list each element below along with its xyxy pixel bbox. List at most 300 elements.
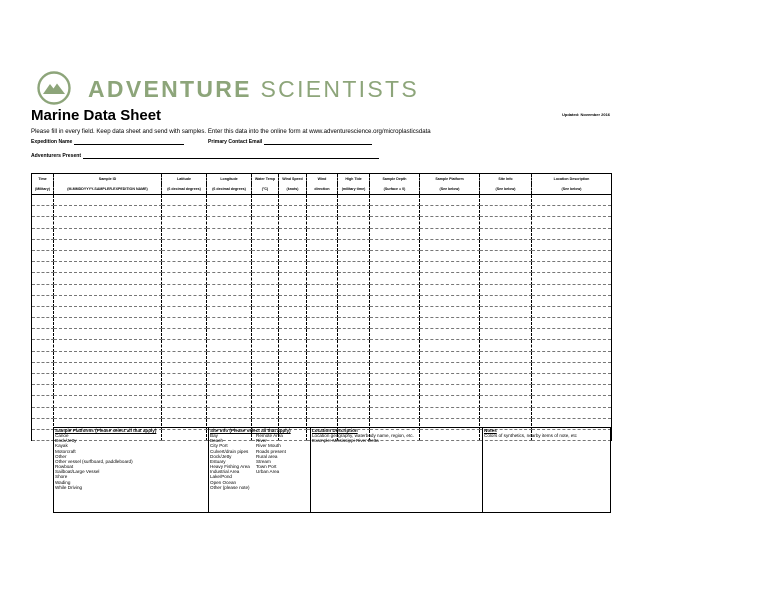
entry-cell[interactable] bbox=[480, 385, 532, 396]
entry-cell[interactable] bbox=[162, 250, 207, 261]
entry-cell[interactable] bbox=[162, 396, 207, 407]
entry-cell[interactable] bbox=[532, 385, 612, 396]
entry-cell[interactable] bbox=[420, 396, 480, 407]
col-subheader: (6 decimal degrees) bbox=[162, 184, 207, 195]
entry-cell[interactable] bbox=[252, 374, 279, 385]
list-item: Colors of synthetics, nearby items of note, etc bbox=[484, 433, 577, 439]
entry-cell[interactable] bbox=[480, 329, 532, 340]
entry-cell[interactable] bbox=[307, 239, 338, 250]
entry-cell[interactable] bbox=[207, 340, 252, 351]
entry-cell[interactable] bbox=[480, 318, 532, 329]
entry-cell[interactable] bbox=[207, 396, 252, 407]
entry-cell[interactable] bbox=[532, 295, 612, 306]
entry-cell[interactable] bbox=[162, 239, 207, 250]
entry-cell[interactable] bbox=[480, 374, 532, 385]
entry-cell[interactable] bbox=[252, 262, 279, 273]
col-header: Site Info bbox=[480, 174, 532, 185]
entry-cell[interactable] bbox=[338, 295, 370, 306]
entry-cell[interactable] bbox=[207, 239, 252, 250]
list-item: Wading bbox=[55, 479, 71, 485]
entry-cell[interactable] bbox=[532, 318, 612, 329]
entry-cell[interactable] bbox=[532, 340, 612, 351]
entry-cell[interactable] bbox=[252, 396, 279, 407]
entry-cell[interactable] bbox=[307, 407, 338, 418]
entry-cell[interactable] bbox=[420, 374, 480, 385]
entry-cell[interactable] bbox=[420, 407, 480, 418]
entry-cell[interactable] bbox=[370, 295, 420, 306]
entry-cell[interactable] bbox=[532, 396, 612, 407]
entry-cell[interactable] bbox=[420, 239, 480, 250]
entry-cell[interactable] bbox=[162, 340, 207, 351]
entry-cell[interactable] bbox=[307, 318, 338, 329]
entry-cell[interactable] bbox=[252, 239, 279, 250]
entry-cell[interactable] bbox=[32, 362, 54, 373]
entry-cell[interactable] bbox=[279, 340, 307, 351]
col-header: Latitude bbox=[162, 174, 207, 185]
list-item: Heavy Fishing Area bbox=[210, 464, 250, 470]
entry-cell[interactable] bbox=[279, 195, 307, 206]
entry-cell[interactable] bbox=[162, 273, 207, 284]
entry-cell[interactable] bbox=[279, 284, 307, 295]
entry-cell[interactable] bbox=[54, 340, 162, 351]
entry-cell[interactable] bbox=[307, 295, 338, 306]
brand-name-bold: ADVENTURE bbox=[88, 76, 252, 102]
col-header: Sample Depth bbox=[370, 174, 420, 185]
entry-cell[interactable] bbox=[207, 262, 252, 273]
table-row bbox=[32, 351, 612, 362]
entry-cell[interactable] bbox=[207, 206, 252, 217]
entry-cell[interactable] bbox=[420, 340, 480, 351]
entry-cell[interactable] bbox=[252, 195, 279, 206]
entry-cell[interactable] bbox=[32, 374, 54, 385]
entry-cell[interactable] bbox=[338, 206, 370, 217]
entry-cell[interactable] bbox=[307, 329, 338, 340]
entry-cell[interactable] bbox=[207, 407, 252, 418]
entry-cell[interactable] bbox=[162, 318, 207, 329]
entry-cell[interactable] bbox=[54, 295, 162, 306]
entry-cell[interactable] bbox=[279, 273, 307, 284]
entry-cell[interactable] bbox=[480, 228, 532, 239]
entry-cell[interactable] bbox=[279, 374, 307, 385]
entry-cell[interactable] bbox=[279, 351, 307, 362]
entry-cell[interactable] bbox=[252, 250, 279, 261]
entry-cell[interactable] bbox=[32, 295, 54, 306]
entry-cell[interactable] bbox=[54, 329, 162, 340]
entry-cell[interactable] bbox=[420, 250, 480, 261]
entry-cell[interactable] bbox=[54, 374, 162, 385]
entry-cell[interactable] bbox=[32, 206, 54, 217]
list-item: Culvert/drain pipes bbox=[210, 448, 249, 454]
entry-cell[interactable] bbox=[370, 306, 420, 317]
entry-cell[interactable] bbox=[279, 396, 307, 407]
entry-cell[interactable] bbox=[54, 362, 162, 373]
entry-cell[interactable] bbox=[370, 217, 420, 228]
expedition-name-line[interactable] bbox=[74, 139, 184, 145]
col-header: Water Temp bbox=[252, 174, 279, 185]
entry-cell[interactable] bbox=[370, 396, 420, 407]
entry-cell[interactable] bbox=[279, 239, 307, 250]
entry-cell[interactable] bbox=[480, 273, 532, 284]
entry-cell[interactable] bbox=[532, 284, 612, 295]
entry-cell[interactable] bbox=[307, 195, 338, 206]
entry-cell[interactable] bbox=[207, 385, 252, 396]
entry-cell[interactable] bbox=[54, 217, 162, 228]
expedition-name-label: Expedition Name bbox=[31, 139, 73, 145]
entry-cell[interactable] bbox=[420, 206, 480, 217]
entry-cell[interactable] bbox=[279, 329, 307, 340]
entry-cell[interactable] bbox=[532, 407, 612, 418]
list-item: Town Port bbox=[256, 464, 277, 470]
table-row bbox=[32, 306, 612, 317]
entry-cell[interactable] bbox=[32, 429, 54, 440]
entry-cell[interactable] bbox=[207, 284, 252, 295]
entry-cell[interactable] bbox=[252, 217, 279, 228]
entry-cell[interactable] bbox=[54, 407, 162, 418]
entry-cell[interactable] bbox=[207, 228, 252, 239]
entry-cell[interactable] bbox=[207, 273, 252, 284]
entry-cell[interactable] bbox=[420, 329, 480, 340]
entry-cell[interactable] bbox=[54, 262, 162, 273]
entry-cell[interactable] bbox=[54, 351, 162, 362]
entry-cell[interactable] bbox=[252, 351, 279, 362]
entry-cell[interactable] bbox=[54, 228, 162, 239]
table-row bbox=[32, 362, 612, 373]
entry-cell[interactable] bbox=[338, 385, 370, 396]
entry-cell[interactable] bbox=[480, 206, 532, 217]
entry-cell[interactable] bbox=[370, 250, 420, 261]
entry-cell[interactable] bbox=[54, 250, 162, 261]
entry-cell[interactable] bbox=[32, 228, 54, 239]
entry-cell[interactable] bbox=[532, 195, 612, 206]
primary-contact-line[interactable] bbox=[264, 139, 372, 145]
entry-cell[interactable] bbox=[370, 239, 420, 250]
updated-date: Updated: November 2016 bbox=[562, 112, 611, 117]
entry-cell[interactable] bbox=[279, 318, 307, 329]
entry-cell[interactable] bbox=[420, 228, 480, 239]
entry-cell[interactable] bbox=[307, 284, 338, 295]
entry-cell[interactable] bbox=[54, 273, 162, 284]
entry-cell[interactable] bbox=[207, 306, 252, 317]
entry-cell[interactable] bbox=[420, 295, 480, 306]
entry-cell[interactable] bbox=[480, 396, 532, 407]
entry-cell[interactable] bbox=[480, 340, 532, 351]
location-description-section bbox=[310, 428, 482, 512]
entry-cell[interactable] bbox=[532, 273, 612, 284]
entry-cell[interactable] bbox=[32, 318, 54, 329]
entry-cell[interactable] bbox=[252, 385, 279, 396]
entry-cell[interactable] bbox=[338, 329, 370, 340]
entry-cell[interactable] bbox=[420, 318, 480, 329]
list-item: Urban Area bbox=[256, 469, 280, 475]
entry-cell[interactable] bbox=[307, 273, 338, 284]
sample-platforms-list bbox=[55, 433, 208, 490]
entry-cell[interactable] bbox=[32, 407, 54, 418]
entry-cell[interactable] bbox=[279, 407, 307, 418]
col-subheader: direction bbox=[307, 184, 338, 195]
list-item: Other vessel (surfboard, paddleboard) bbox=[55, 458, 133, 464]
table-row bbox=[32, 206, 612, 217]
entry-cell[interactable] bbox=[207, 374, 252, 385]
header-row-units bbox=[32, 184, 612, 195]
entry-cell[interactable] bbox=[370, 374, 420, 385]
col-header: Wind Speed bbox=[279, 174, 307, 185]
entry-cell[interactable] bbox=[162, 217, 207, 228]
entry-cell[interactable] bbox=[32, 385, 54, 396]
entry-cell[interactable] bbox=[54, 385, 162, 396]
entry-cell[interactable] bbox=[32, 239, 54, 250]
entry-cell[interactable] bbox=[279, 228, 307, 239]
entry-cell[interactable] bbox=[532, 228, 612, 239]
adventurers-present-line[interactable] bbox=[83, 153, 379, 159]
entry-cell[interactable] bbox=[532, 374, 612, 385]
entry-cell[interactable] bbox=[32, 396, 54, 407]
entry-cell[interactable] bbox=[338, 228, 370, 239]
entry-cell[interactable] bbox=[480, 306, 532, 317]
entry-cell[interactable] bbox=[162, 295, 207, 306]
entry-cell[interactable] bbox=[480, 295, 532, 306]
entry-cell[interactable] bbox=[480, 284, 532, 295]
entry-cell[interactable] bbox=[279, 385, 307, 396]
table-row bbox=[32, 374, 612, 385]
list-item: Estuary bbox=[210, 458, 226, 464]
entry-cell[interactable] bbox=[338, 284, 370, 295]
entry-cell[interactable] bbox=[370, 195, 420, 206]
entry-cell[interactable] bbox=[207, 329, 252, 340]
entry-cell[interactable] bbox=[162, 362, 207, 373]
entry-cell[interactable] bbox=[54, 396, 162, 407]
entry-cell[interactable] bbox=[207, 362, 252, 373]
entry-cell[interactable] bbox=[207, 250, 252, 261]
entry-cell[interactable] bbox=[480, 250, 532, 261]
entry-cell[interactable] bbox=[370, 329, 420, 340]
entry-cell[interactable] bbox=[532, 351, 612, 362]
entry-cell[interactable] bbox=[207, 295, 252, 306]
list-item: While Driving bbox=[55, 484, 83, 490]
expedition-name-field[interactable] bbox=[31, 139, 184, 145]
entry-cell[interactable] bbox=[338, 250, 370, 261]
entry-cell[interactable] bbox=[420, 306, 480, 317]
entry-cell[interactable] bbox=[370, 206, 420, 217]
col-header: Wind bbox=[307, 174, 338, 185]
entry-cell[interactable] bbox=[532, 250, 612, 261]
entry-cell[interactable] bbox=[252, 273, 279, 284]
entry-cell[interactable] bbox=[54, 195, 162, 206]
entry-cell[interactable] bbox=[279, 217, 307, 228]
entry-cell[interactable] bbox=[252, 228, 279, 239]
entry-cell[interactable] bbox=[480, 262, 532, 273]
entry-cell[interactable] bbox=[252, 362, 279, 373]
entry-cell[interactable] bbox=[420, 351, 480, 362]
entry-cell[interactable] bbox=[279, 250, 307, 261]
entry-cell[interactable] bbox=[307, 385, 338, 396]
entry-cell[interactable] bbox=[370, 385, 420, 396]
entry-cell[interactable] bbox=[252, 318, 279, 329]
table-row bbox=[32, 228, 612, 239]
notes-header: Notes bbox=[484, 428, 497, 433]
entry-cell[interactable] bbox=[32, 418, 54, 429]
entry-cell[interactable] bbox=[532, 206, 612, 217]
entry-cell[interactable] bbox=[338, 351, 370, 362]
entry-cell[interactable] bbox=[279, 306, 307, 317]
table-row bbox=[32, 340, 612, 351]
entry-cell[interactable] bbox=[207, 351, 252, 362]
table-row bbox=[32, 195, 612, 206]
entry-cell[interactable] bbox=[420, 284, 480, 295]
entry-cell[interactable] bbox=[307, 374, 338, 385]
entry-cell[interactable] bbox=[32, 306, 54, 317]
entry-cell[interactable] bbox=[54, 318, 162, 329]
entry-cell[interactable] bbox=[279, 295, 307, 306]
col-subheader: (Military) bbox=[32, 184, 54, 195]
entry-cell[interactable] bbox=[532, 262, 612, 273]
entry-cell[interactable] bbox=[279, 362, 307, 373]
entry-cell[interactable] bbox=[420, 273, 480, 284]
entry-cell[interactable] bbox=[162, 385, 207, 396]
entry-cell[interactable] bbox=[370, 340, 420, 351]
entry-cell[interactable] bbox=[252, 407, 279, 418]
entry-cell[interactable] bbox=[32, 262, 54, 273]
entry-cell[interactable] bbox=[162, 228, 207, 239]
entry-cell[interactable] bbox=[338, 262, 370, 273]
entry-cell[interactable] bbox=[252, 284, 279, 295]
col-subheader: (See below) bbox=[420, 184, 480, 195]
entry-cell[interactable] bbox=[338, 195, 370, 206]
entry-cell[interactable] bbox=[532, 239, 612, 250]
entry-cell[interactable] bbox=[370, 362, 420, 373]
entry-cell[interactable] bbox=[252, 340, 279, 351]
entry-cell[interactable] bbox=[338, 273, 370, 284]
list-item: Rural area bbox=[256, 453, 278, 459]
entry-cell[interactable] bbox=[162, 407, 207, 418]
primary-contact-field[interactable] bbox=[208, 139, 372, 145]
table-row bbox=[32, 250, 612, 261]
entry-cell[interactable] bbox=[162, 374, 207, 385]
entry-cell[interactable] bbox=[370, 273, 420, 284]
col-subheader: (See below) bbox=[480, 184, 532, 195]
entry-cell[interactable] bbox=[480, 239, 532, 250]
entry-cell[interactable] bbox=[32, 351, 54, 362]
entry-cell[interactable] bbox=[307, 351, 338, 362]
entry-cell[interactable] bbox=[420, 262, 480, 273]
entry-cell[interactable] bbox=[480, 362, 532, 373]
entry-cell[interactable] bbox=[532, 217, 612, 228]
entry-cell[interactable] bbox=[338, 396, 370, 407]
entry-cell[interactable] bbox=[279, 262, 307, 273]
entry-cell[interactable] bbox=[338, 318, 370, 329]
entry-cell[interactable] bbox=[32, 273, 54, 284]
entry-cell[interactable] bbox=[252, 306, 279, 317]
entry-cell[interactable] bbox=[32, 340, 54, 351]
entry-cell[interactable] bbox=[307, 306, 338, 317]
entry-cell[interactable] bbox=[338, 340, 370, 351]
entry-cell[interactable] bbox=[338, 239, 370, 250]
entry-cell[interactable] bbox=[279, 206, 307, 217]
list-item: Shore bbox=[55, 474, 68, 480]
entry-cell[interactable] bbox=[162, 206, 207, 217]
entry-cell[interactable] bbox=[338, 362, 370, 373]
entry-cell[interactable] bbox=[162, 306, 207, 317]
table-row bbox=[32, 262, 612, 273]
entry-cell[interactable] bbox=[420, 385, 480, 396]
entry-cell[interactable] bbox=[307, 217, 338, 228]
entry-cell[interactable] bbox=[162, 284, 207, 295]
sample-platforms-header: Sample Platforms (Please select all that apply) bbox=[55, 428, 157, 433]
col-subheader: (See below) bbox=[532, 184, 612, 195]
entry-cell[interactable] bbox=[338, 407, 370, 418]
entry-cell[interactable] bbox=[32, 329, 54, 340]
entry-cell[interactable] bbox=[307, 362, 338, 373]
site-info-header: Site Info (Please select all that apply) bbox=[210, 428, 291, 433]
entry-cell[interactable] bbox=[370, 262, 420, 273]
entry-cell[interactable] bbox=[420, 217, 480, 228]
entry-cell[interactable] bbox=[370, 284, 420, 295]
entry-cell[interactable] bbox=[420, 362, 480, 373]
list-item: Open Ocean bbox=[210, 479, 237, 485]
entry-cell[interactable] bbox=[32, 195, 54, 206]
col-header: High Tide bbox=[338, 174, 370, 185]
entry-cell[interactable] bbox=[32, 217, 54, 228]
entry-cell[interactable] bbox=[370, 351, 420, 362]
entry-cell[interactable] bbox=[370, 318, 420, 329]
entry-cell[interactable] bbox=[370, 228, 420, 239]
data-table bbox=[31, 173, 612, 444]
entry-cell[interactable] bbox=[338, 217, 370, 228]
entry-cell[interactable] bbox=[32, 284, 54, 295]
entry-cell[interactable] bbox=[532, 362, 612, 373]
entry-cell[interactable] bbox=[162, 329, 207, 340]
entry-cell[interactable] bbox=[338, 374, 370, 385]
entry-cell[interactable] bbox=[307, 206, 338, 217]
list-item: Bay bbox=[210, 433, 218, 439]
col-subheader: (°C) bbox=[252, 184, 279, 195]
entry-cell[interactable] bbox=[480, 217, 532, 228]
entry-cell[interactable] bbox=[252, 295, 279, 306]
list-item: Beach bbox=[210, 438, 224, 444]
entry-cell[interactable] bbox=[54, 239, 162, 250]
entry-cell[interactable] bbox=[162, 195, 207, 206]
entry-cell[interactable] bbox=[54, 284, 162, 295]
entry-cell[interactable] bbox=[162, 262, 207, 273]
entry-cell[interactable] bbox=[480, 407, 532, 418]
entry-cell[interactable] bbox=[532, 306, 612, 317]
col-subheader: (Surface = 0) bbox=[370, 184, 420, 195]
entry-cell[interactable] bbox=[207, 195, 252, 206]
entry-cell[interactable] bbox=[32, 250, 54, 261]
entry-cell[interactable] bbox=[338, 306, 370, 317]
entry-cell[interactable] bbox=[307, 262, 338, 273]
entry-cell[interactable] bbox=[532, 329, 612, 340]
entry-cell[interactable] bbox=[207, 217, 252, 228]
entry-cell[interactable] bbox=[54, 206, 162, 217]
entry-cell[interactable] bbox=[370, 407, 420, 418]
entry-cell[interactable] bbox=[252, 329, 279, 340]
entry-cell[interactable] bbox=[252, 206, 279, 217]
entry-cell[interactable] bbox=[307, 396, 338, 407]
entry-cell[interactable] bbox=[307, 228, 338, 239]
adventurers-present-field[interactable] bbox=[31, 153, 379, 159]
entry-cell[interactable] bbox=[307, 250, 338, 261]
entry-cell[interactable] bbox=[307, 340, 338, 351]
entry-cell[interactable] bbox=[480, 351, 532, 362]
entry-cell[interactable] bbox=[54, 306, 162, 317]
entry-cell[interactable] bbox=[162, 351, 207, 362]
entry-cell[interactable] bbox=[420, 195, 480, 206]
list-item: Location geography, waterbody name, region, etc. bbox=[312, 433, 414, 439]
entry-cell[interactable] bbox=[480, 195, 532, 206]
table-row bbox=[32, 239, 612, 250]
list-item: Industrial Area bbox=[210, 469, 240, 475]
entry-cell[interactable] bbox=[207, 318, 252, 329]
